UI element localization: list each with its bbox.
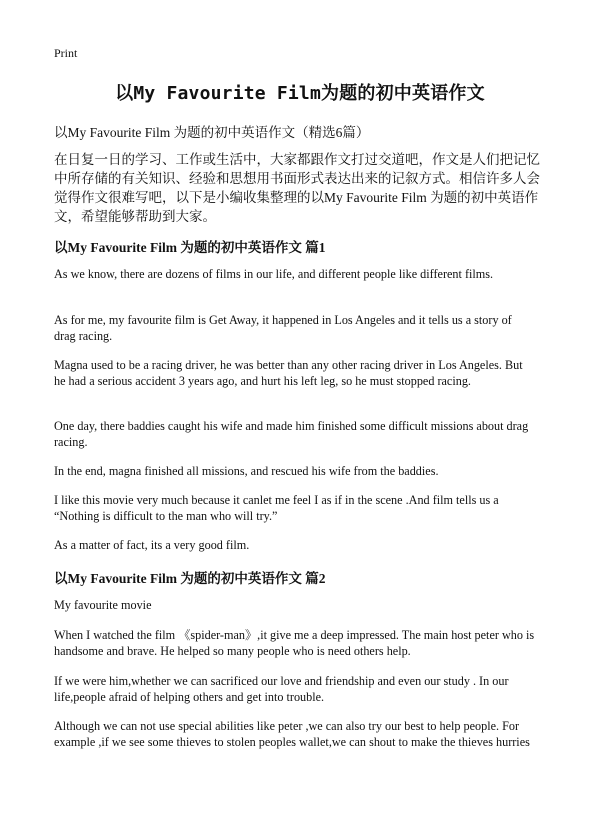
paragraph: Magna used to be a racing driver, he was better than any other racing driver in Los Angeles. But he had a serious accident 3 years ago, and hurt his left leg, so he must stopped racing. <box>54 358 523 388</box>
section-heading-1: 以My Favourite Film 为题的初中英语作文 篇1 <box>54 240 326 255</box>
intro-paragraph: 在日复一日的学习、工作或生活中，大家都跟作文打过交道吧，作文是人们把记忆中所存储的有关知识、经验和思想用书面形式表达出来的记叙方式。相信许多人会觉得作文很难写吧，以下是小编收集整理的以My Favourite Film 为题的初中英语作文，希望能够帮助到大家。 <box>54 152 540 224</box>
paragraph: As a matter of fact, its a very good film. <box>54 538 250 552</box>
document-subtitle: 以My Favourite Film 为题的初中英语作文（精选6篇） <box>54 125 370 140</box>
print-label[interactable]: Print <box>54 46 78 60</box>
paragraph: When I watched the film 《spider-man》,it give me a deep impressed. The main host peter who is handsome and brave. He helped so many people who is need others help. <box>54 628 535 658</box>
paragraph: One day, there baddies caught his wife and made him finished some difficult missions about drag racing. <box>54 419 529 449</box>
paragraph: As for me, my favourite film is Get Away, it happened in Los Angeles and it tells us a story of drag racing. <box>54 313 512 343</box>
section-heading-2: 以My Favourite Film 为题的初中英语作文 篇2 <box>54 571 326 586</box>
paragraph: As we know, there are dozens of films in our life, and different people like different films. <box>54 267 494 281</box>
paragraph: I like this movie very much because it canlet me feel I as if in the scene .And film tells us a “Nothing is difficult to the man who will try.” <box>54 493 499 523</box>
paragraph: If we were him,whether we can sacrificed our love and friendship and even our study . In our life,people afraid of helping others and get into trouble. <box>54 674 509 704</box>
paragraph: My favourite movie <box>54 598 152 612</box>
paragraph: Although we can not use special abilities like peter ,we can also try our best to help people. For example ,if we see some thieves to stolen peoples wallet,we can shout to make the thieves hurries <box>54 719 530 749</box>
paragraph: In the end, magna finished all missions, and rescued his wife from the baddies. <box>54 464 439 478</box>
document-title: 以My Favourite Film为题的初中英语作文 <box>115 83 485 104</box>
